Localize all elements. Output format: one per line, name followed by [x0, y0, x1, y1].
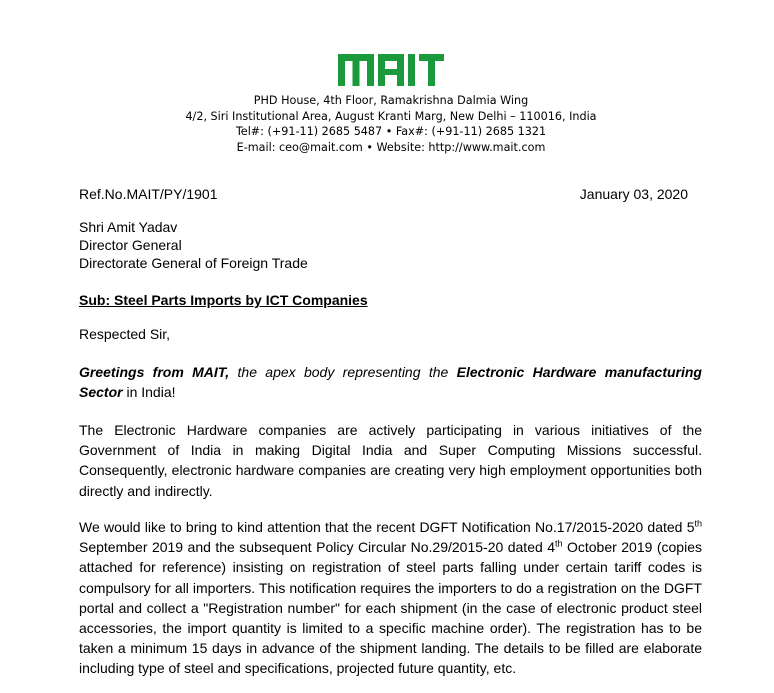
contact-line: Tel#: (+91-11) 2685 5487 • Fax#: (+91-11) 2685 1321 [235, 125, 547, 138]
p3-sup-1: th [694, 518, 702, 529]
p3-sup-2: th [555, 538, 563, 549]
reference-number: Ref.No.MAIT/PY/1901 [79, 186, 218, 202]
letterhead-address [0, 93, 774, 155]
email-web-line: E-mail: ceo@mait.com • Website: http://www.mait.com [236, 140, 546, 154]
p3-part-a: We would like to bring to kind attention that the recent DGFT Notification No.17/2015-2020 dated 5 [79, 519, 695, 535]
greeting-paragraph [79, 362, 702, 402]
addressee-title: Director General [79, 237, 182, 253]
greeting-text: Greetings from MAIT, [79, 364, 230, 380]
subject-line: Sub: Steel Parts Imports by ICT Companies [79, 292, 368, 308]
addressee-name: Shri Amit Yadav [79, 219, 178, 235]
p3-part-c: October 2019 (copies attached for reference) insisting on registration of steel parts falling under certain tariff codes is compulsory for all importers. This notification requires the importers to do a registration on the DGFT portal and collect a "Registration number" for each shipment (in the case of electronic product steel accessories, the import quantity is limited to a specific machine order). The registration has to be taken a minimum 15 days in advance of the shipment landing. The details to be filled are elaborate including type of steel and specifications, projected future quantity, etc. [79, 539, 702, 677]
salutation: Respected Sir, [79, 326, 171, 342]
mait-logo [336, 44, 446, 88]
letter-date: January 03, 2020 [579, 186, 688, 202]
sector-text: Electronic Hardware manufacturing Sector [79, 364, 702, 401]
p3-part-b: September 2019 and the subsequent Policy Circular No.29/2015-20 dated 4 [79, 539, 556, 556]
greeting-end: in India! [122, 384, 176, 401]
body-paragraph-1: The Electronic Hardware companies are actively participating in various initiatives of the Government of India in making Digital India and Super Computing Missions successful. Consequently, electronic hardware companies are creating very high employment opportunities both directly and indirectly. [79, 422, 702, 499]
greeting-mid: the apex body representing the [229, 364, 457, 380]
addressee-org: Directorate General of Foreign Trade [79, 255, 308, 271]
addressee-block [79, 218, 308, 272]
body-paragraph-2 [79, 517, 702, 679]
address-line-1: PHD House, 4th Floor, Ramakrishna Dalmia Wing [253, 94, 529, 107]
address-line-2: 4/2, Siri Institutional Area, August Kranti Marg, New Delhi – 110016, India [185, 109, 597, 123]
